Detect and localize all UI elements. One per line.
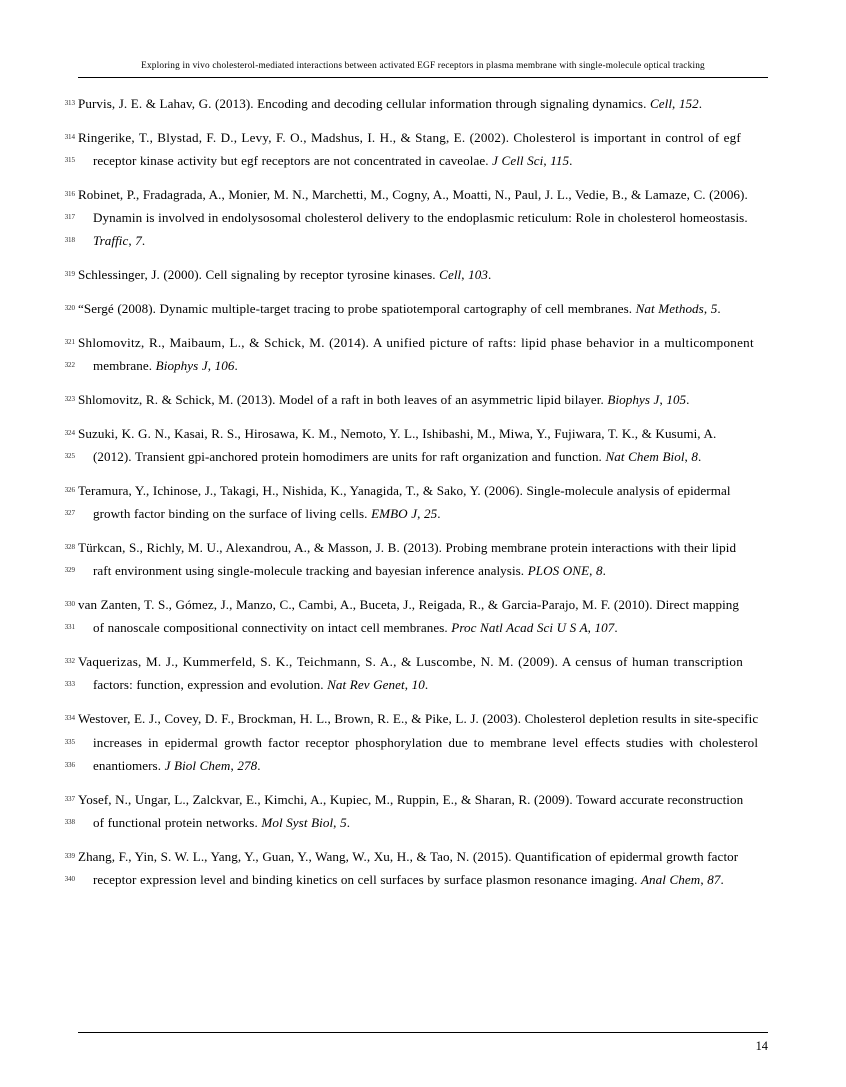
line-number: 333	[64, 680, 75, 689]
reference-text: Shlomovitz, R., Maibaum, L., & Schick, M. (2014). A unified picture of rafts: lipid phase behavior in a multicomponent	[78, 334, 754, 350]
running-head: Exploring in vivo cholesterol-mediated interactions between activated EGF receptors in plasma membrane with single-molecule optical tracking	[141, 61, 705, 71]
reference-text: Suzuki, K. G. N., Kasai, R. S., Hirosawa, K. M., Nemoto, Y. L., Ishibashi, M., Miwa, Y., Fujiwara, T. K., & Kusumi, A.	[78, 425, 717, 441]
line-number: 322	[64, 361, 75, 370]
line-number: 317	[64, 213, 75, 222]
reference-line	[56, 331, 771, 354]
line-number: 328	[64, 542, 75, 551]
reference-entry	[56, 845, 771, 892]
reference-line	[56, 479, 771, 502]
reference-line	[56, 422, 771, 445]
line-number: 318	[64, 236, 75, 245]
header-rule	[78, 77, 768, 78]
reference-text: membrane. Biophys J, 106.	[93, 358, 238, 374]
line-number: 327	[64, 509, 75, 518]
reference-text: (2012). Transient gpi-anchored protein homodimers are units for raft organization and function. Nat Chem Biol, 8.	[93, 449, 702, 465]
reference-line	[56, 149, 771, 172]
reference-text: Yosef, N., Ungar, L., Zalckvar, E., Kimchi, A., Kupiec, M., Ruppin, E., & Sharan, R. (2009). Toward accurate reconstruction	[78, 791, 744, 807]
reference-line	[56, 536, 771, 559]
reference-text: Westover, E. J., Covey, D. F., Brockman, H. L., Brown, R. E., & Pike, L. J. (2003). Cholesterol depletion results in site-specific	[78, 711, 759, 727]
reference-line	[56, 845, 771, 868]
reference-text: increases in epidermal growth factor receptor phosphorylation due to membrane level effects studies with cholesterol	[93, 734, 759, 750]
reference-entry	[56, 479, 771, 526]
line-number: 338	[64, 817, 75, 826]
line-number: 337	[64, 794, 75, 803]
reference-text: Shlomovitz, R. & Schick, M. (2013). Model of a raft in both leaves of an asymmetric lipid bilayer. Biophys J, 105.	[78, 391, 690, 407]
reference-line	[56, 388, 771, 411]
page-number: 14	[755, 1039, 768, 1053]
reference-entry	[56, 126, 771, 173]
reference-text: Vaquerizas, M. J., Kummerfeld, S. K., Teichmann, S. A., & Luscombe, N. M. (2009). A census of human transcription	[78, 654, 744, 670]
reference-entry	[56, 92, 771, 115]
line-number: 321	[64, 337, 75, 346]
reference-line	[56, 559, 771, 582]
line-number: 319	[64, 270, 75, 279]
reference-text: of nanoscale compositional connectivity on intact cell membranes. Proc Natl Acad Sci U S A, 107.	[93, 620, 618, 636]
reference-line	[56, 126, 771, 149]
reference-text: receptor expression level and binding kinetics on cell surfaces by surface plasmon resonance imaging. Anal Chem, 87.	[93, 872, 724, 888]
reference-text: receptor kinase activity but egf receptors are not concentrated in caveolae. J Cell Sci, 115.	[93, 153, 573, 169]
line-number: 324	[64, 428, 75, 437]
reference-line	[56, 183, 771, 206]
line-number: 326	[64, 485, 75, 494]
reference-line	[56, 263, 771, 286]
reference-entry	[56, 263, 771, 286]
line-number: 325	[64, 452, 75, 461]
reference-line	[56, 92, 771, 115]
reference-text: factors: function, expression and evolution. Nat Rev Genet, 10.	[93, 677, 429, 693]
reference-text: “Sergé (2008). Dynamic multiple-target tracing to probe spatiotemporal cartography of cell membranes. Nat Methods, 5.	[78, 301, 721, 317]
line-number: 329	[64, 566, 75, 575]
reference-entry	[56, 536, 771, 583]
reference-entry	[56, 650, 771, 697]
reference-line	[56, 502, 771, 525]
line-number: 332	[64, 657, 75, 666]
reference-entry	[56, 422, 771, 469]
reference-line	[56, 707, 771, 730]
reference-line	[56, 731, 771, 754]
reference-line	[56, 650, 771, 673]
line-number: 331	[64, 623, 75, 632]
reference-text: of functional protein networks. Mol Syst Biol, 5.	[93, 814, 351, 830]
reference-line	[56, 229, 771, 252]
reference-entry	[56, 788, 771, 835]
line-number: 315	[64, 156, 75, 165]
reference-line	[56, 593, 771, 616]
reference-line	[56, 868, 771, 891]
reference-entry	[56, 331, 771, 378]
line-number: 314	[64, 132, 75, 141]
reference-line	[56, 206, 771, 229]
reference-entry	[56, 593, 771, 640]
reference-line	[56, 754, 771, 777]
reference-text: growth factor binding on the surface of living cells. EMBO J, 25.	[93, 506, 441, 522]
reference-entry	[56, 388, 771, 411]
line-number: 313	[64, 99, 75, 107]
reference-text: Türkcan, S., Richly, M. U., Alexandrou, A., & Masson, J. B. (2013). Probing membrane protein interactions with their lipid	[78, 539, 737, 555]
line-number: 330	[64, 600, 75, 609]
reference-entry	[56, 297, 771, 320]
reference-line	[56, 616, 771, 639]
line-number: 323	[64, 394, 75, 403]
reference-text: Schlessinger, J. (2000). Cell signaling by receptor tyrosine kinases. Cell, 103.	[78, 267, 492, 283]
reference-text: van Zanten, T. S., Gómez, J., Manzo, C., Cambi, A., Buceta, J., Reigada, R., & Garcia-Parajo, M. F. (2010). Direct mapping	[78, 597, 740, 613]
reference-text: Ringerike, T., Blystad, F. D., Levy, F. O., Madshus, I. H., & Stang, E. (2002). Cholesterol is important in control of egf	[78, 129, 741, 145]
line-number: 339	[64, 851, 75, 860]
line-number: 320	[64, 304, 75, 313]
reference-line	[56, 297, 771, 320]
reference-text: enantiomers. J Biol Chem, 278.	[93, 757, 261, 773]
line-number: 340	[64, 875, 75, 884]
reference-line	[56, 811, 771, 834]
reference-text: raft environment using single-molecule tracking and bayesian inference analysis. PLOS ONE, 8.	[93, 563, 607, 579]
reference-entry	[56, 707, 771, 777]
footer-rule	[78, 1032, 768, 1033]
line-number: 316	[64, 189, 75, 198]
reference-list	[56, 92, 771, 902]
reference-text: Purvis, J. E. & Lahav, G. (2013). Encoding and decoding cellular information through signaling dynamics. Cell, 152.	[78, 96, 703, 111]
reference-text: Robinet, P., Fradagrada, A., Monier, M. N., Marchetti, M., Cogny, A., Moatti, N., Paul, J. L., Vedie, B., & Lamaze, C. (2006).	[78, 186, 748, 202]
reference-entry	[56, 183, 771, 253]
reference-line	[56, 354, 771, 377]
line-number: 335	[64, 737, 75, 746]
line-number: 334	[64, 714, 75, 723]
line-number: 336	[64, 760, 75, 769]
reference-line	[56, 673, 771, 696]
reference-text: Traffic, 7.	[93, 233, 146, 249]
reference-text: Zhang, F., Yin, S. W. L., Yang, Y., Guan, Y., Wang, W., Xu, H., & Tao, N. (2015). Quantification of epidermal growth factor	[78, 848, 739, 864]
reference-line	[56, 788, 771, 811]
reference-text: Teramura, Y., Ichinose, J., Takagi, H., Nishida, K., Yanagida, T., & Sako, Y. (2006). Single-molecule analysis of epidermal	[78, 482, 731, 498]
reference-text: Dynamin is involved in endolysosomal cholesterol delivery to the endoplasmic reticulum: Role in cholesterol homeostasis.	[93, 210, 748, 226]
reference-line	[56, 445, 771, 468]
